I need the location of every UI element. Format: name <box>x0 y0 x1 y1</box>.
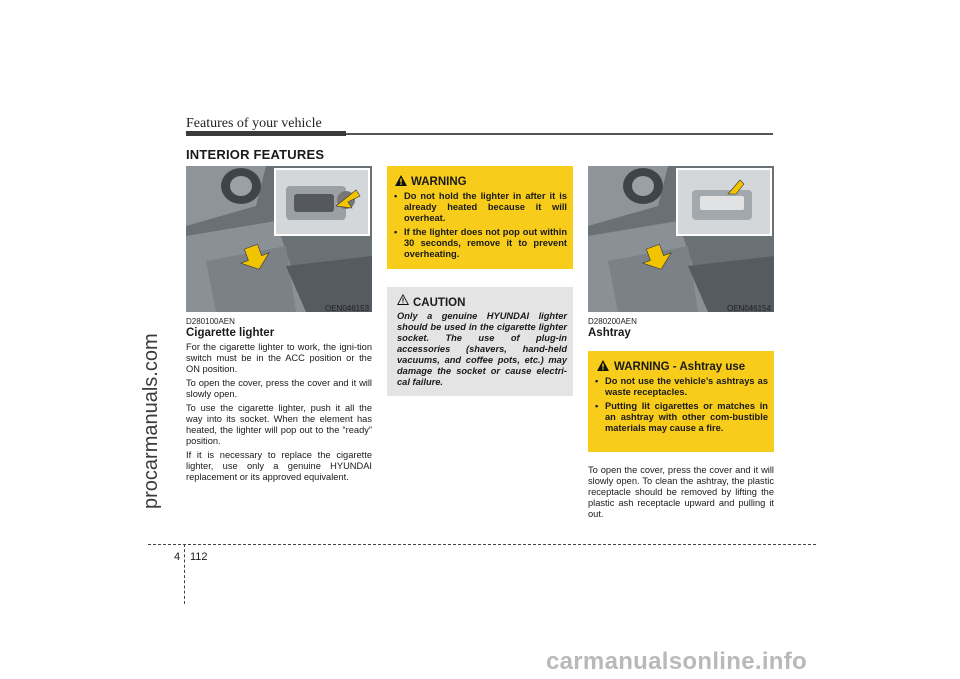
paragraph: To use the cigarette lighter, push it all the way into its socket. When the element has heated, the lighter will pop out to the “ready” position. <box>186 403 372 446</box>
chapter-number: 4 <box>174 551 181 563</box>
warning-list <box>391 191 567 263</box>
warning-icon <box>395 175 407 186</box>
caution-box <box>387 287 573 396</box>
list-item: • Do not use the vehicle’s ashtrays as waste receptacles. <box>592 376 768 398</box>
page-number: 112 <box>190 551 208 563</box>
ashtray-warning-box <box>588 351 774 452</box>
warning-list <box>592 376 768 437</box>
doc-code: D280100AEN <box>186 317 235 326</box>
paragraph: If it is necessary to replace the cigarette lighter, use only a genuine HYUNDAI replacement or its approved equivalent. <box>186 450 372 482</box>
cigarette-lighter-photo <box>186 166 372 312</box>
paragraph: To open the cover, press the cover and it will slowly open. To clean the ashtray, the plastic receptacle should be removed by lifting the plastic ash receptacle upward and pulling it out. <box>588 465 774 519</box>
ashtray-body <box>588 465 774 523</box>
warning-icon <box>597 360 609 371</box>
caution-title: CAUTION <box>413 297 466 309</box>
paragraph: For the cigarette lighter to work, the igni-tion switch must be in the ACC position or the ON position. <box>186 342 372 374</box>
footer-divider <box>184 544 185 604</box>
cigarette-lighter-heading: Cigarette lighter <box>186 327 275 339</box>
warning-title: WARNING <box>411 176 467 188</box>
warning-box <box>387 166 573 269</box>
warning-title: WARNING - Ashtray use <box>614 361 746 373</box>
figure-code: OEN046154 <box>727 304 772 313</box>
caution-text: Only a genuine HYUNDAI lighter should be used in the cigarette lighter socket. The use of plug-in accessories (shavers, hand-held vacuums, and coffee pots, etc.) may damage the socket or cause electri-cal failure. <box>397 311 567 387</box>
footer-rule <box>148 544 816 545</box>
list-item: • Putting lit cigarettes or matches in an ashtray with other com-bustible materials may cause a fire. <box>592 401 768 434</box>
paragraph: To open the cover, press the cover and it will slowly open. <box>186 378 372 399</box>
list-item: • If the lighter does not pop out within 30 seconds, remove it to prevent overheating. <box>391 227 567 260</box>
bottom-watermark: carmanualsonline.info <box>546 648 808 675</box>
caution-icon <box>397 294 409 305</box>
list-item: • Do not hold the lighter in after it is already heated because it will overheat. <box>391 191 567 224</box>
section-title: INTERIOR FEATURES <box>186 147 325 162</box>
cigarette-lighter-body <box>186 342 372 486</box>
running-header: Features of your vehicle <box>186 116 322 131</box>
doc-code: D280200AEN <box>588 317 637 326</box>
ashtray-heading: Ashtray <box>588 327 631 339</box>
ashtray-photo <box>588 166 774 312</box>
figure-code: OEN046153 <box>325 304 370 313</box>
header-rule <box>346 133 773 135</box>
header-bar <box>186 131 346 136</box>
